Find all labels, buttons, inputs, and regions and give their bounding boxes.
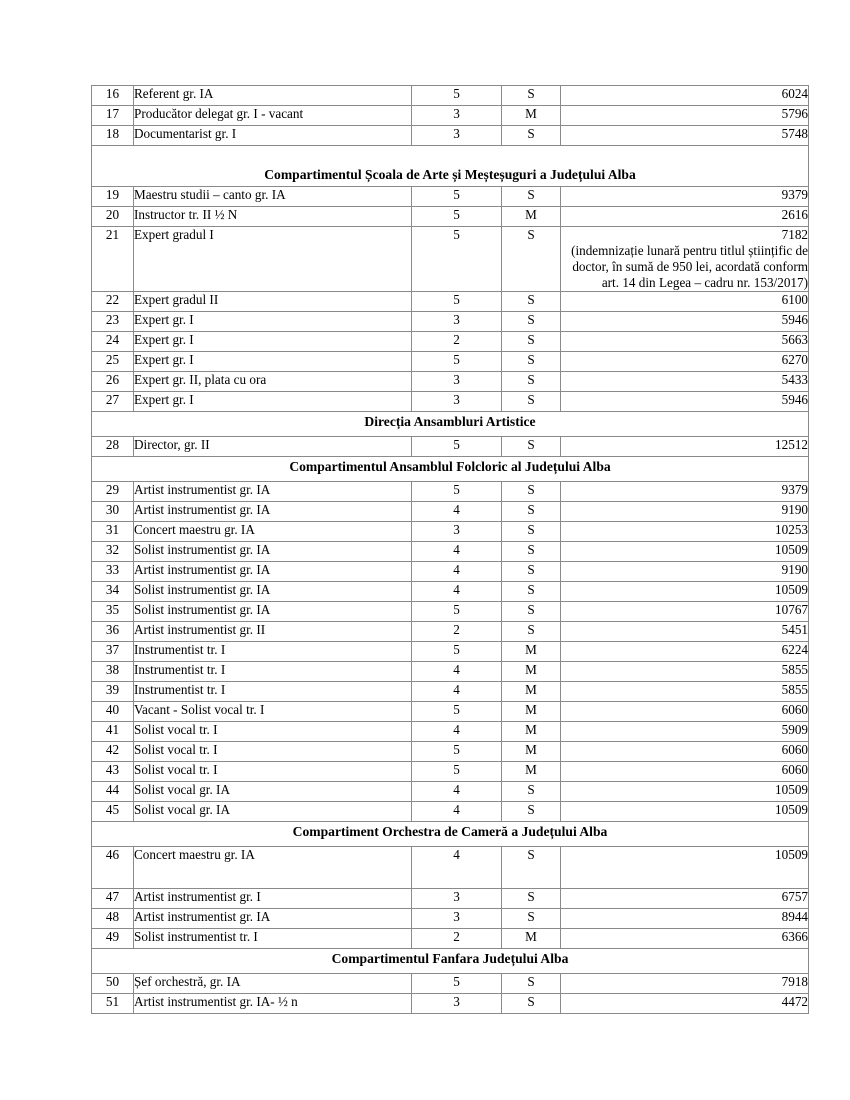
education-level-cell: S [502, 973, 561, 993]
table-row [92, 86, 809, 106]
position-name-cell: Expert gradul I [134, 227, 412, 292]
table-row [92, 311, 809, 331]
row-number-cell: 28 [92, 436, 134, 456]
grade-count-cell: 5 [412, 701, 502, 721]
education-level-cell: S [502, 993, 561, 1013]
row-number-cell: 39 [92, 681, 134, 701]
row-number-cell: 33 [92, 561, 134, 581]
table-row [92, 501, 809, 521]
education-level-cell: S [502, 391, 561, 411]
position-name-cell: Artist instrumentist gr. IA [134, 501, 412, 521]
table-row [92, 207, 809, 227]
grade-count-cell: 5 [412, 227, 502, 292]
education-level-cell: M [502, 701, 561, 721]
position-name-cell: Artist instrumentist gr. IA [134, 561, 412, 581]
table-row [92, 846, 809, 888]
salary-cell: 2616 [561, 207, 809, 227]
salary-footnote: (indemnizație lunară pentru titlul științific de doctor, în sumă de 950 lei, acordată conform art. 14 din Legea – cadru nr. 153/2017) [571, 242, 808, 290]
table-row [92, 661, 809, 681]
table-row [92, 641, 809, 661]
grade-count-cell: 2 [412, 928, 502, 948]
education-level-cell: S [502, 311, 561, 331]
table-row [92, 888, 809, 908]
salary-cell: 6100 [561, 291, 809, 311]
table-row [92, 561, 809, 581]
table-row [92, 741, 809, 761]
grade-count-cell: 3 [412, 391, 502, 411]
position-name-cell: Expert gr. II, plata cu ora [134, 371, 412, 391]
row-number-cell: 27 [92, 391, 134, 411]
salary-cell: 5946 [561, 391, 809, 411]
education-level-cell: S [502, 781, 561, 801]
grade-count-cell: 4 [412, 561, 502, 581]
section-header-title: Compartimentul Școala de Arte și Meșteșuguri a Județului Alba [92, 146, 809, 187]
education-level-cell: M [502, 661, 561, 681]
grade-count-cell: 5 [412, 973, 502, 993]
position-name-cell: Solist vocal tr. I [134, 741, 412, 761]
salary-cell: 6060 [561, 741, 809, 761]
section-header-title: Compartimentul Ansamblul Folcloric al Județului Alba [92, 456, 809, 481]
salary-cell: 10509 [561, 581, 809, 601]
section-header-row [92, 821, 809, 846]
table-row [92, 126, 809, 146]
education-level-cell: S [502, 436, 561, 456]
grade-count-cell: 5 [412, 601, 502, 621]
salary-cell: 6024 [561, 86, 809, 106]
grade-count-cell: 5 [412, 291, 502, 311]
salary-amount: 7182 [781, 227, 808, 242]
position-name-cell: Expert gr. I [134, 331, 412, 351]
grade-count-cell: 5 [412, 86, 502, 106]
grade-count-cell: 4 [412, 501, 502, 521]
salary-cell: 8944 [561, 908, 809, 928]
row-number-cell: 16 [92, 86, 134, 106]
grade-count-cell: 2 [412, 621, 502, 641]
education-level-cell: M [502, 761, 561, 781]
grade-count-cell: 4 [412, 781, 502, 801]
table-row [92, 721, 809, 741]
row-number-cell: 31 [92, 521, 134, 541]
salary-cell: 5433 [561, 371, 809, 391]
table-body [92, 86, 809, 1014]
salary-cell: 5451 [561, 621, 809, 641]
section-header-row [92, 456, 809, 481]
row-number-cell: 40 [92, 701, 134, 721]
table-row [92, 621, 809, 641]
position-name-cell: Artist instrumentist gr. II [134, 621, 412, 641]
salary-cell: 10509 [561, 541, 809, 561]
education-level-cell: S [502, 227, 561, 292]
row-number-cell: 42 [92, 741, 134, 761]
table-row [92, 761, 809, 781]
table-row [92, 681, 809, 701]
row-number-cell: 44 [92, 781, 134, 801]
salary-cell: 5748 [561, 126, 809, 146]
section-header-title: Compartimentul Fanfara Județului Alba [92, 948, 809, 973]
position-name-cell: Solist vocal tr. I [134, 721, 412, 741]
position-name-cell: Solist instrumentist gr. IA [134, 581, 412, 601]
position-name-cell: Instrumentist tr. I [134, 641, 412, 661]
education-level-cell: M [502, 741, 561, 761]
education-level-cell: S [502, 801, 561, 821]
education-level-cell: S [502, 521, 561, 541]
position-name-cell: Instructor tr. II ½ N [134, 207, 412, 227]
salary-cell: 7918 [561, 973, 809, 993]
position-name-cell: Artist instrumentist gr. IA- ½ n [134, 993, 412, 1013]
grade-count-cell: 3 [412, 908, 502, 928]
grade-count-cell: 5 [412, 436, 502, 456]
row-number-cell: 19 [92, 187, 134, 207]
education-level-cell: M [502, 928, 561, 948]
row-number-cell: 49 [92, 928, 134, 948]
row-number-cell: 29 [92, 481, 134, 501]
row-number-cell: 32 [92, 541, 134, 561]
salary-cell: 5796 [561, 106, 809, 126]
grade-count-cell: 4 [412, 581, 502, 601]
education-level-cell: S [502, 601, 561, 621]
grade-count-cell: 3 [412, 311, 502, 331]
table-row [92, 701, 809, 721]
section-header-row [92, 948, 809, 973]
position-name-cell: Maestru studii – canto gr. IA [134, 187, 412, 207]
table-row [92, 521, 809, 541]
education-level-cell: S [502, 371, 561, 391]
table-row [92, 928, 809, 948]
grade-count-cell: 4 [412, 846, 502, 888]
salary-cell: 10509 [561, 781, 809, 801]
table-row [92, 106, 809, 126]
position-name-cell: Expert gr. I [134, 351, 412, 371]
salary-cell: 5909 [561, 721, 809, 741]
position-name-cell: Artist instrumentist gr. I [134, 888, 412, 908]
row-number-cell: 34 [92, 581, 134, 601]
education-level-cell: S [502, 541, 561, 561]
grade-count-cell: 5 [412, 481, 502, 501]
grade-count-cell: 4 [412, 721, 502, 741]
row-number-cell: 18 [92, 126, 134, 146]
table-row [92, 187, 809, 207]
education-level-cell: M [502, 106, 561, 126]
salary-cell: 9190 [561, 501, 809, 521]
position-name-cell: Referent gr. IA [134, 86, 412, 106]
row-number-cell: 17 [92, 106, 134, 126]
position-name-cell: Artist instrumentist gr. IA [134, 908, 412, 928]
section-header-row [92, 411, 809, 436]
position-name-cell: Solist instrumentist gr. IA [134, 541, 412, 561]
table-row [92, 601, 809, 621]
position-name-cell: Expert gradul II [134, 291, 412, 311]
row-number-cell: 47 [92, 888, 134, 908]
table-row [92, 781, 809, 801]
table-row [92, 291, 809, 311]
table-row [92, 391, 809, 411]
row-number-cell: 25 [92, 351, 134, 371]
salary-cell: 12512 [561, 436, 809, 456]
education-level-cell: S [502, 351, 561, 371]
salary-cell: 10253 [561, 521, 809, 541]
salary-cell: 6060 [561, 701, 809, 721]
section-header-row [92, 146, 809, 187]
education-level-cell: M [502, 721, 561, 741]
row-number-cell: 50 [92, 973, 134, 993]
row-number-cell: 43 [92, 761, 134, 781]
position-name-cell: Producător delegat gr. I - vacant [134, 106, 412, 126]
position-name-cell: Documentarist gr. I [134, 126, 412, 146]
table-row [92, 993, 809, 1013]
grade-count-cell: 5 [412, 207, 502, 227]
salary-cell: 10509 [561, 801, 809, 821]
table-row [92, 331, 809, 351]
education-level-cell: S [502, 621, 561, 641]
education-level-cell: S [502, 846, 561, 888]
salary-cell: 6060 [561, 761, 809, 781]
grade-count-cell: 4 [412, 681, 502, 701]
salary-cell: 6366 [561, 928, 809, 948]
position-name-cell: Instrumentist tr. I [134, 661, 412, 681]
position-name-cell: Solist vocal gr. IA [134, 801, 412, 821]
row-number-cell: 24 [92, 331, 134, 351]
grade-count-cell: 4 [412, 541, 502, 561]
salary-cell: 9190 [561, 561, 809, 581]
table-row [92, 436, 809, 456]
education-level-cell: S [502, 86, 561, 106]
row-number-cell: 23 [92, 311, 134, 331]
table-row [92, 908, 809, 928]
position-name-cell: Concert maestru gr. IA [134, 521, 412, 541]
position-name-cell: Director, gr. II [134, 436, 412, 456]
education-level-cell: S [502, 908, 561, 928]
salary-cell: 5855 [561, 681, 809, 701]
row-number-cell: 21 [92, 227, 134, 292]
position-name-cell: Solist instrumentist tr. I [134, 928, 412, 948]
row-number-cell: 46 [92, 846, 134, 888]
salary-cell: 6270 [561, 351, 809, 371]
position-name-cell: Artist instrumentist gr. IA [134, 481, 412, 501]
position-name-cell: Instrumentist tr. I [134, 681, 412, 701]
row-number-cell: 41 [92, 721, 134, 741]
row-number-cell: 26 [92, 371, 134, 391]
row-number-cell: 51 [92, 993, 134, 1013]
salary-cell: 5946 [561, 311, 809, 331]
row-number-cell: 38 [92, 661, 134, 681]
grade-count-cell: 3 [412, 371, 502, 391]
position-name-cell: Concert maestru gr. IA [134, 846, 412, 888]
table-row [92, 581, 809, 601]
grade-count-cell: 5 [412, 761, 502, 781]
education-level-cell: S [502, 187, 561, 207]
education-level-cell: M [502, 641, 561, 661]
grade-count-cell: 3 [412, 888, 502, 908]
salary-cell: 4472 [561, 993, 809, 1013]
salary-cell: 6224 [561, 641, 809, 661]
grade-count-cell: 5 [412, 187, 502, 207]
salary-cell: 5855 [561, 661, 809, 681]
row-number-cell: 20 [92, 207, 134, 227]
staff-establishment-table [91, 85, 809, 1014]
education-level-cell: M [502, 681, 561, 701]
education-level-cell: M [502, 207, 561, 227]
table-row [92, 973, 809, 993]
table-row [92, 351, 809, 371]
section-header-title: Compartiment Orchestra de Cameră a Județului Alba [92, 821, 809, 846]
table-row [92, 371, 809, 391]
row-number-cell: 36 [92, 621, 134, 641]
salary-cell: 10509 [561, 846, 809, 888]
table-row [92, 801, 809, 821]
salary-cell: 10767 [561, 601, 809, 621]
grade-count-cell: 5 [412, 741, 502, 761]
salary-cell-with-note [561, 227, 809, 292]
grade-count-cell: 3 [412, 521, 502, 541]
position-name-cell: Solist vocal tr. I [134, 761, 412, 781]
position-name-cell: Vacant - Solist vocal tr. I [134, 701, 412, 721]
grade-count-cell: 3 [412, 106, 502, 126]
education-level-cell: S [502, 501, 561, 521]
grade-count-cell: 4 [412, 801, 502, 821]
table-row [92, 481, 809, 501]
education-level-cell: S [502, 888, 561, 908]
grade-count-cell: 3 [412, 126, 502, 146]
salary-cell: 6757 [561, 888, 809, 908]
education-level-cell: S [502, 581, 561, 601]
table-row [92, 541, 809, 561]
row-number-cell: 48 [92, 908, 134, 928]
salary-cell: 9379 [561, 187, 809, 207]
section-header-title: Direcția Ansambluri Artistice [92, 411, 809, 436]
position-name-cell: Expert gr. I [134, 311, 412, 331]
row-number-cell: 45 [92, 801, 134, 821]
row-number-cell: 22 [92, 291, 134, 311]
grade-count-cell: 5 [412, 351, 502, 371]
position-name-cell: Șef orchestră, gr. IA [134, 973, 412, 993]
grade-count-cell: 2 [412, 331, 502, 351]
salary-cell: 9379 [561, 481, 809, 501]
row-number-cell: 37 [92, 641, 134, 661]
row-number-cell: 30 [92, 501, 134, 521]
position-name-cell: Solist instrumentist gr. IA [134, 601, 412, 621]
salary-cell: 5663 [561, 331, 809, 351]
grade-count-cell: 3 [412, 993, 502, 1013]
position-name-cell: Expert gr. I [134, 391, 412, 411]
table-row [92, 227, 809, 292]
education-level-cell: S [502, 561, 561, 581]
education-level-cell: S [502, 291, 561, 311]
grade-count-cell: 5 [412, 641, 502, 661]
education-level-cell: S [502, 481, 561, 501]
grade-count-cell: 4 [412, 661, 502, 681]
education-level-cell: S [502, 331, 561, 351]
row-number-cell: 35 [92, 601, 134, 621]
position-name-cell: Solist vocal gr. IA [134, 781, 412, 801]
education-level-cell: S [502, 126, 561, 146]
